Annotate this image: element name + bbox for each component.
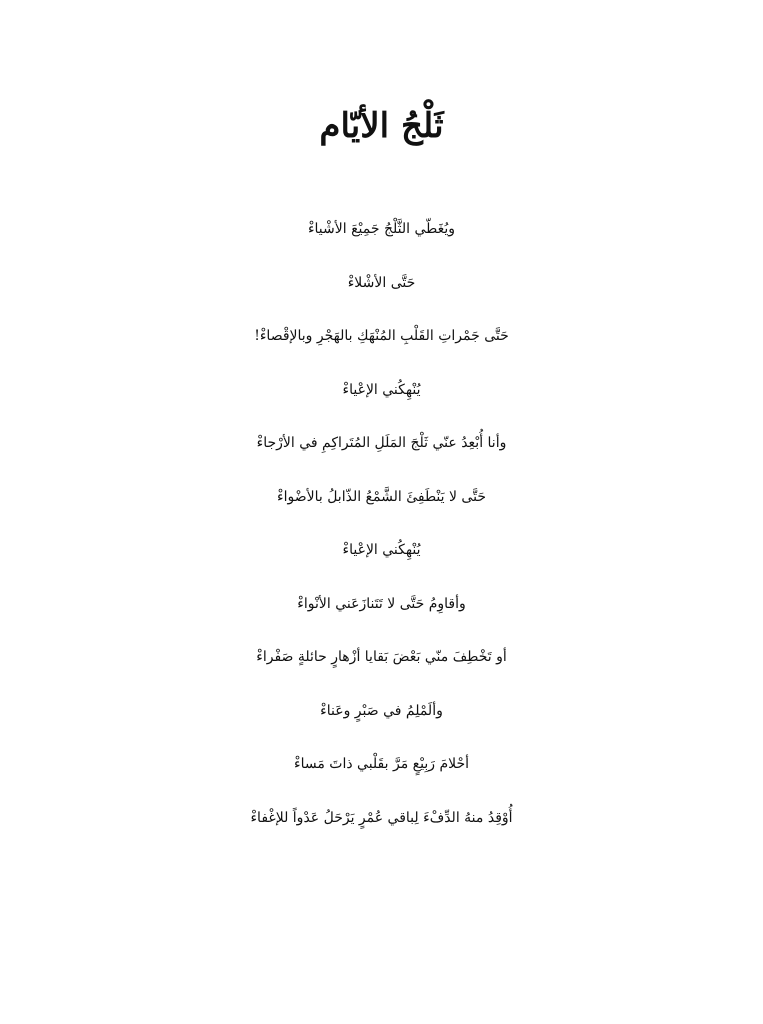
poem-verse: وأقاوِمُ حَتَّى لا تَتَنازَعَني الأنْواءْ [297, 595, 466, 612]
poem-verse: ويُغَطّي الثَّلْجُ جَمِيْعَ الأشْياءْ [307, 221, 456, 237]
poem-verse: أحْلامَ رَبِيْعٍ مَرَّ بقَلْبي ذاتَ مَساءْ [293, 756, 470, 772]
poem-verse: حَتَّى جَمْراتِ القَلْبِ المُنْهَكِ بالهَجْرِ وبالإقْصاءْ! [254, 328, 509, 344]
poem-verse: وأنا أُبْعِدُ عنّي ثَلْجَ المَلَلِ المُتَراكِمِ في الأرْجاءْ [256, 435, 507, 451]
poem-title: ثَلْجُ الأيّام [319, 106, 444, 146]
poem-verses [0, 203, 763, 845]
poem-verse: حَتَّى لا يَنْطَفِئَ الشَّمْعُ الذّابلُ بالأضْواءْ [277, 488, 486, 505]
poem-verse: يُنْهِكُني الإعْياءْ [342, 542, 421, 558]
poem-verse: أو تَخْطِفَ منّي بَعْضَ بَقايا أزْهارٍ حائلةٍ صَفْراءْ [256, 649, 507, 665]
poem-verse: حَتَّى الأشْلاءْ [347, 274, 416, 291]
poem-verse: أُوْقِدُ منهُ الدِّفْءَ لِباقي عُمْرٍ يَرْحَلُ عَدْواً للإغْفاءْ [250, 809, 513, 826]
poem-verse: وألَمْلِمُ في صَبْرٍ وعَناءْ [320, 702, 443, 719]
poem-verse: يُنْهِكُني الإعْياءْ [342, 381, 421, 398]
